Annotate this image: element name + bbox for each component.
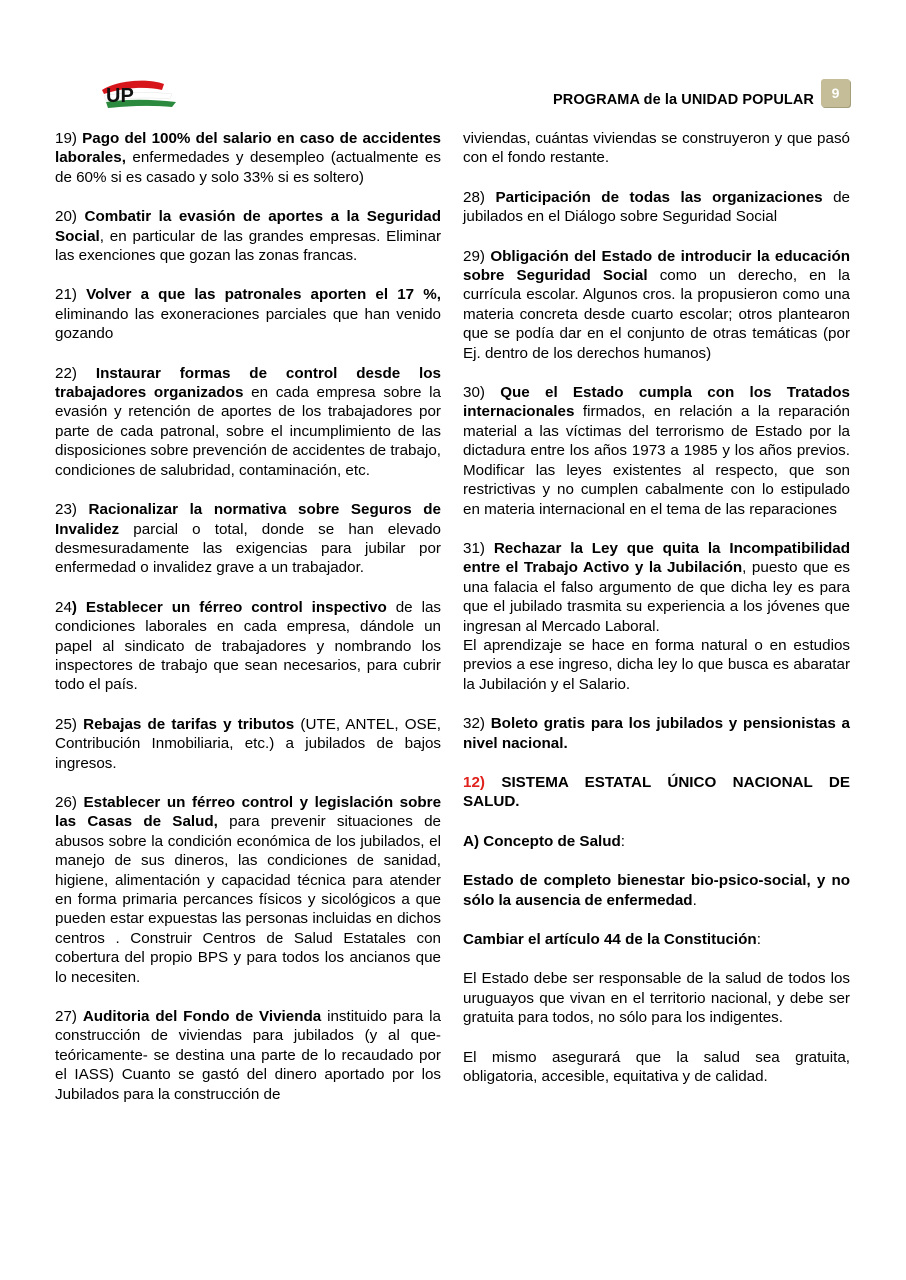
item-26: 26) Establecer un férreo control y legislación sobre las Casas de Salud, para prevenir situaciones de abusos sobre la condición económica de los jubilados, el manejo de sus dineros, las condiciones de sanidad, higiene, alimentación y capacidad técnica para atender en forma primaria percances físicos y sicológicos a que pueden estar expuestas las personas incluidas en dichos centros . Construir Centros de Salud Estatales con cobertura del propio BPS y para todos los ancianos que lo necesiten. xyxy=(55,793,442,986)
item-27: 27) Auditoria del Fondo de Vivienda instituido para la construcción de viviendas para jubilados (y al que-teóricamente- se destina una parte de lo recaudado por el IASS) Cuanto se gastó del dinero aportado por los Jubilados para la construcción de xyxy=(55,1008,441,1103)
svg-text:UP: UP xyxy=(106,85,134,107)
item-23: 23) Racionalizar la normativa sobre Seguros de Invalidez parcial o total, donde se han elevado desmesuradamente las exigencias para jubilar por enfermedad o invalidez grave a un trabajador. xyxy=(55,501,441,577)
paragraph-2: El mismo asegurará que la salud sea gratuita, obligatoria, accesible, equitativa y de calidad. xyxy=(463,1048,850,1086)
item-25: 25) Rebajas de tarifas y tributos (UTE, ANTEL, OSE, Contribución Inmobiliaria, etc.) a jubilados de bajos ingresos. xyxy=(55,715,442,772)
item-19: 19) Pago del 100% del salario en caso de accidentes laborales, enfermedades y desempleo (actualmente es de 60% si es casado y solo 33% si es soltero) xyxy=(55,130,441,186)
item-22: 22) Instaurar formas de control desde los trabajadores organizados en cada empresa sobre la evasión y retención de aportes de los trabajadores por parte de cada patronal, sobre el incumplimiento de las disposiciones sobre prevención de accidentes de trabajo, condiciones de salubridad, contaminación, etc. xyxy=(55,364,442,479)
item-21: 21) Volver a que las patronales aporten el 17 %, eliminando las exoneraciones parciales que han venido gozando xyxy=(55,286,441,343)
health-definition: Estado de completo bienestar bio-psico-social, y no sólo la ausencia de enfermedad. xyxy=(463,872,850,909)
right-column xyxy=(463,129,850,1106)
section-heading xyxy=(463,773,850,812)
item-20: 20) Combatir la evasión de aportes a la Seguridad Social, en particular de las grandes empresas. Eliminar las exenciones que gozan las zonas francas. xyxy=(55,208,442,265)
item-24: 24) Establecer un férreo control inspectivo de las condiciones laborales en cada empresa, dándole un papel al sindicato de trabajadores y nombrando los inspectores de trabajo que sean necesarios, para cubrir todo el país. xyxy=(55,598,442,694)
section-number: 12) xyxy=(463,773,485,791)
article-heading: Cambiar el artículo 44 de la Constitución: xyxy=(463,931,761,948)
paragraph-1: El Estado debe ser responsable de la salud de todos los uruguayos que vivan en el territorio nacional, y debe ser gratuita para todos, no sólo para los indigentes. xyxy=(463,970,850,1027)
unidad-popular-logo xyxy=(98,76,182,112)
concept-heading: A) Concepto de Salud: xyxy=(463,832,626,850)
left-column xyxy=(55,129,441,1124)
page-number-badge: 9 xyxy=(821,79,850,107)
item-31: 31) Rechazar la Ley que quita la Incompatibilidad entre el Trabajo Activo y la Jubilación, puesto que es una falacia el falso argumento de que dicha ley es para que el jubilado trasmita su experiencia a los jóvenes que ingresan al Mercado Laboral. El aprendizaje se hace en forma natural o en estudios previos a ese ingreso, dicha ley lo que busca es abaratar la Jubilación y el Salario. xyxy=(463,539,851,693)
item-29: 29) Obligación del Estado de introducir la educación sobre Seguridad Social como un derecho, en la currícula escolar. Algunos cros. la propusieron como una materia concreta desde cuarto escolar; otros plantearon que se podía dar en el conjunto de otras temáticas (por Ej. dentro de los derechos humanos) xyxy=(463,247,850,362)
item-32: 32) Boleto gratis para los jubilados y pensionistas a nivel nacional. xyxy=(463,715,851,752)
section-title: SISTEMA ESTATAL ÚNICO NACIONAL DE SALUD. xyxy=(463,773,850,811)
item-27-continuation: viviendas, cuántas viviendas se construyeron y que pasó con el fondo restante. xyxy=(463,130,850,167)
item-30: 30) Que el Estado cumpla con los Tratados internacionales firmados, en relación a la reparación material a las víctimas del terrorismo de Estado por la dictadura entre los años 1973 a 1985 y los años previos. Modificar las leyes existentes al respecto, que son restrictivas y no cumplen cabalmente con lo estipulado en materia internacional en el tema de las reparaciones xyxy=(463,384,851,518)
item-28: 28) Participación de todas las organizaciones de jubilados en el Diálogo sobre Seguridad Social xyxy=(463,188,850,226)
header-title: PROGRAMA de la UNIDAD POPULAR xyxy=(553,92,814,108)
